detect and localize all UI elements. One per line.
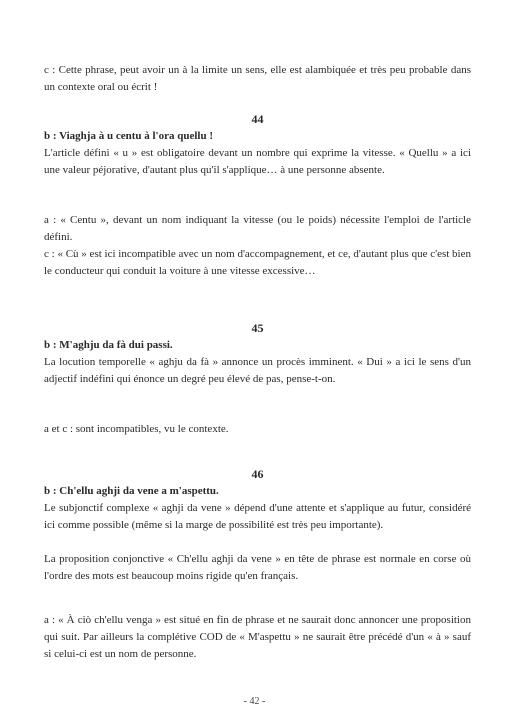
section-number-45: 45 [251,321,264,335]
section-number-46: 46 [251,467,264,481]
intro-paragraph: c : Cette phrase, peut avoir un à la limite un sens, elle est alambiquée et très peu probable dans un contexte oral ou écrit ! [44,64,471,93]
section-45-explanation: La locution temporelle « aghju da fà » annonce un procès imminent. « Dui » a ici le sens d'un adjectif indéfini qui énonce un degré peu élevé de pas, pense-t-on. [44,356,471,385]
page-number: - 42 - [243,696,266,707]
section-46-answer: b : Ch'ellu aghji da vene a m'aspettu. [44,485,219,497]
document-page [44,0,471,720]
section-44-note-c: c : « Cù » est ici incompatible avec un nom d'accompagnement, et ce, d'autant plus que c'est bien le conducteur qui conduit la voiture à une vitesse excessive… [44,248,471,277]
section-44-explanation: L'article défini « u » est obligatoire devant un nombre qui exprime la vitesse. « Quellu » a ici une valeur péjorative, d'autant plus qu'il s'applique… à une personne absente. [44,147,471,176]
section-number-44: 44 [251,112,264,126]
section-45-note: a et c : sont incompatibles, vu le contexte. [44,423,229,435]
section-44-note-a: a : « Centu », devant un nom indiquant la vitesse (ou le poids) nécessite l'emploi de l'article défini. [44,214,471,243]
section-45-answer: b : M'aghju da fà dui passi. [44,339,173,351]
section-44-answer: b : Viaghja à u centu à l'ora quellu ! [44,130,213,142]
section-46-explanation: Le subjonctif complexe « aghji da vene » dépend d'une attente et s'applique au futur, considéré ici comme possible (même si la marge de possibilité est très peu importante). [44,502,471,531]
section-46-explanation-2: La proposition conjonctive « Ch'ellu aghji da vene » en tête de phrase est normale en corse où l'ordre des mots est beaucoup moins rigide qu'en français. [44,553,471,582]
section-46-note-a: a : « À ciò ch'ellu venga » est situé en fin de phrase et ne saurait donc annoncer une proposition qui suit. Par ailleurs la complétive COD de « M'aspettu » ne saurait être précédé d'un « à » sauf si celui-ci est un nom de personne. [44,614,471,660]
